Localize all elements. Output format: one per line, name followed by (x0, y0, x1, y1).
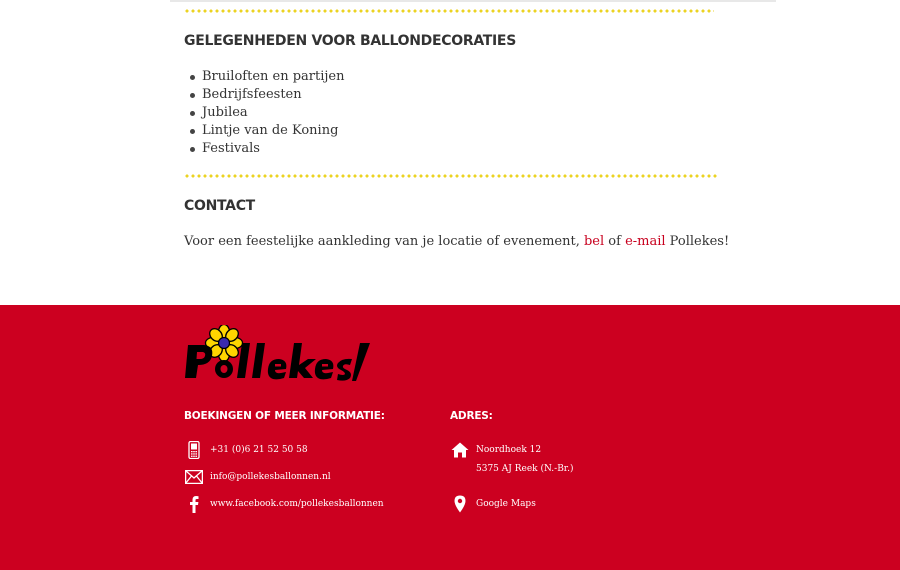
list-item: Jubilea (190, 104, 344, 122)
contact-text-after: Pollekes! (665, 234, 730, 249)
facebook-row (184, 494, 384, 514)
mail-icon (184, 467, 204, 487)
footer-email-link[interactable]: info@pollekesballonnen.nl (210, 472, 331, 482)
list-item: Bedrijfsfeesten (190, 86, 344, 104)
list-item: Lintje van de Koning (190, 122, 344, 140)
address-street: Noordhoek 12 (476, 445, 542, 455)
phone-icon (184, 440, 204, 460)
pollekes-logo-image (182, 325, 378, 383)
list-item: Bruiloften en partijen (190, 68, 344, 86)
list-item: Festivals (190, 140, 344, 158)
occasions-list (190, 68, 344, 158)
top-divider-line (170, 0, 776, 2)
phone-row (184, 440, 308, 460)
email-row (184, 467, 331, 487)
bookings-title: BOEKINGEN OF MEER INFORMATIE: (184, 410, 385, 422)
pollekes-logo[interactable] (182, 325, 378, 383)
dotted-divider (184, 174, 718, 178)
address-row (450, 440, 541, 460)
site-footer (0, 305, 900, 570)
occasions-heading: GELEGENHEDEN VOOR BALLONDECORATIES (184, 33, 516, 49)
call-link[interactable]: bel (583, 234, 605, 249)
maps-row (450, 494, 536, 514)
address-title: ADRES: (450, 410, 493, 422)
contact-text-middle: of (604, 234, 626, 249)
map-pin-icon (450, 494, 470, 514)
google-maps-link[interactable]: Google Maps (476, 499, 536, 509)
facebook-icon (184, 494, 204, 514)
contact-text-before: Voor een feestelijke aankleding van je locatie of evenement, (184, 234, 584, 249)
dotted-divider (184, 9, 714, 13)
address-city: 5375 AJ Reek (N.-Br.) (476, 464, 574, 474)
facebook-link[interactable]: www.facebook.com/pollekesballonnen (210, 499, 384, 509)
contact-heading: CONTACT (184, 198, 255, 214)
contact-text (184, 234, 729, 249)
phone-link[interactable]: +31 (0)6 21 52 50 58 (210, 445, 308, 455)
home-icon (450, 440, 470, 460)
email-link[interactable]: e-mail (625, 234, 666, 249)
